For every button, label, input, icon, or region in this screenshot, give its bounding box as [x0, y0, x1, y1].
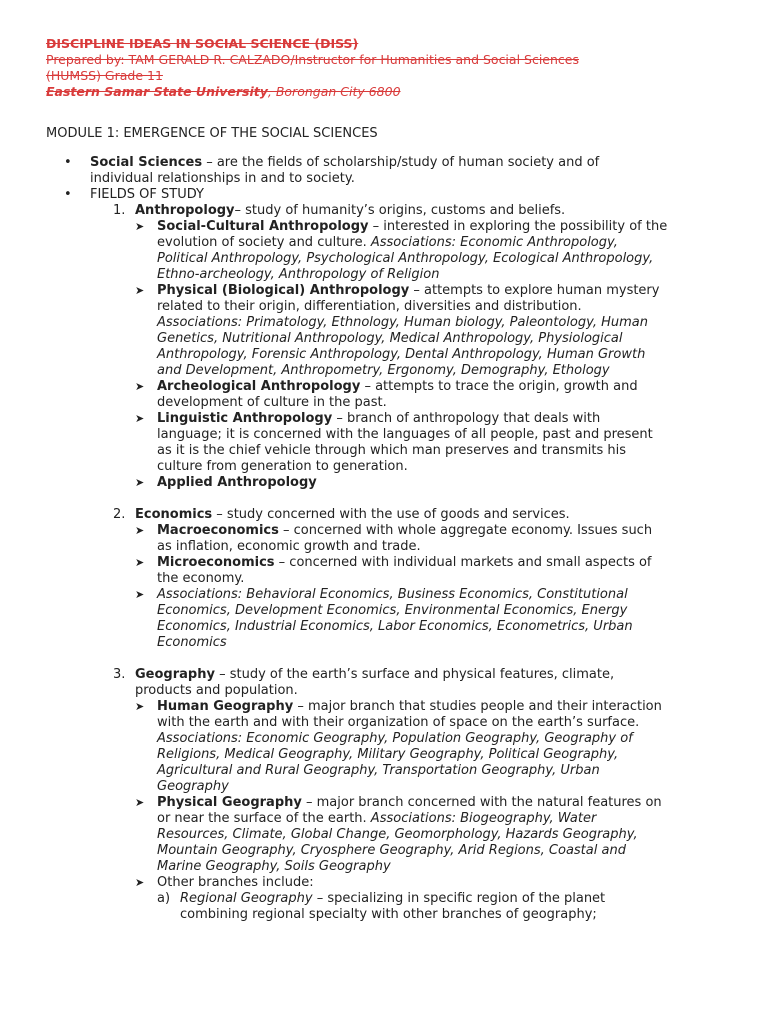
bullet-social-sciences: [46, 155, 720, 187]
arrow-bullet-icon: ➤: [135, 524, 145, 537]
arrow-bullet-icon: ➤: [135, 380, 145, 393]
field-geography: [68, 667, 720, 923]
other-branches-list: [157, 891, 720, 923]
term-social-sciences: Social Sciences: [90, 155, 203, 170]
branch-microeconomics: [68, 555, 720, 587]
field-anthropology: [68, 203, 720, 507]
associations-text: Geography: [157, 779, 229, 794]
field-economics: [68, 507, 720, 667]
definition-text: products and population.: [135, 683, 298, 698]
branch-physical-geography: [68, 795, 720, 875]
branch-term: Physical (Biological) Anthropology: [157, 283, 410, 298]
branch-regional-geography: [68, 891, 720, 923]
definition-text: – are the fields of scholarship/study of human society and of: [202, 155, 600, 170]
list-letter: a): [157, 891, 171, 906]
associations-text: Political Anthropology, Psychological Anthropology, Ecological Anthropology,: [157, 251, 654, 266]
definition-text: – interested in exploring the possibility of the: [368, 219, 668, 234]
associations-text: Economics, Industrial Economics, Labor Economics, Econometrics, Urban: [157, 619, 633, 634]
branch-term: Physical Geography: [157, 795, 302, 810]
associations-text: Associations: Biogeography, Water: [370, 811, 597, 826]
definition-text: as it is the chief vehicle through which man preserves and transmits his: [157, 443, 626, 458]
associations-text: Economics: [157, 635, 227, 650]
definition-text: development of culture in the past.: [157, 395, 387, 410]
arrow-bullet-icon: ➤: [135, 284, 145, 297]
arrow-bullet-icon: ➤: [135, 700, 145, 713]
fields-list: [90, 203, 720, 923]
list-number: 2.: [113, 507, 126, 522]
branch-term: Macroeconomics: [157, 523, 279, 538]
definition-text: – attempts to trace the origin, growth and: [360, 379, 638, 394]
associations-text: Associations: Behavioral Economics, Business Economics, Constitutional: [157, 587, 628, 602]
associations-text: Mountain Geography, Cryosphere Geography, Arid Regions, Coastal and: [157, 843, 626, 858]
associations-text: Religions, Medical Geography, Military Geography, Political Geography,: [157, 747, 619, 762]
arrow-bullet-icon: ➤: [135, 556, 145, 569]
document-header: [46, 36, 720, 100]
arrow-bullet-icon: ➤: [135, 412, 145, 425]
associations-text: Ethno-archeology, Anthropology of Religion: [157, 267, 440, 282]
definition-text: – specializing in specific region of the planet: [312, 891, 606, 906]
definition-text: – major branch concerned with the natural features on: [301, 795, 662, 810]
definition-text: – branch of anthropology that deals with: [332, 411, 601, 426]
main-bullet-list: [46, 155, 720, 923]
branch-linguistic-anthropology: [68, 411, 720, 475]
fields-of-study-heading: FIELDS OF STUDY: [90, 187, 204, 202]
branch-other-geography: [68, 875, 720, 923]
associations-text: and Development, Anthropometry, Ergonomy, Demography, Ethology: [157, 363, 610, 378]
list-number: 3.: [113, 667, 126, 682]
arrow-bullet-icon: ➤: [135, 876, 145, 889]
prepared-by-line-2: (HUMSS) Grade 11: [46, 68, 163, 83]
definition-text: with the earth and with their organization of space on the earth’s surface.: [157, 715, 640, 730]
arrow-bullet-icon: ➤: [135, 588, 145, 601]
definition-text: – major branch that studies people and their interaction: [293, 699, 662, 714]
branch-term: Social-Cultural Anthropology: [157, 219, 369, 234]
bullet-fields-of-study: [46, 187, 720, 923]
branch-macroeconomics: [68, 523, 720, 555]
economics-associations: [68, 587, 720, 651]
other-branches-label: Other branches include:: [157, 875, 314, 890]
definition-text: – study of the earth’s surface and physical features, climate,: [214, 667, 615, 682]
list-number: 1.: [113, 203, 126, 218]
definition-text: individual relationships in and to society.: [90, 171, 355, 186]
associations-text: Associations: Economic Anthropology,: [370, 235, 618, 250]
economics-branches: [135, 523, 720, 651]
definition-text: culture from generation to generation.: [157, 459, 408, 474]
branch-archeological-anthropology: [68, 379, 720, 411]
course-title: DISCIPLINE IDEAS IN SOCIAL SCIENCE (DISS): [46, 36, 359, 51]
definition-text: as inflation, economic growth and trade.: [157, 539, 421, 554]
definition-text: language; it is concerned with the languages of all people, past and present: [157, 427, 653, 442]
definition-text: the economy.: [157, 571, 245, 586]
definition-text: related to their origin, differentiation, diversities and distribution.: [157, 299, 582, 314]
definition-text: – concerned with whole aggregate economy. Issues such: [278, 523, 653, 538]
term-economics: Economics: [135, 507, 213, 522]
term-anthropology: Anthropology: [135, 203, 235, 218]
branch-term: Archeological Anthropology: [157, 379, 361, 394]
branch-term: Microeconomics: [157, 555, 275, 570]
definition-text: combining regional specialty with other branches of geography;: [180, 907, 597, 922]
definition-text: – study of humanity’s origins, customs and beliefs.: [234, 203, 566, 218]
definition-text: evolution of society and culture.: [157, 235, 371, 250]
term-geography: Geography: [135, 667, 215, 682]
university-city: , Borongan City 6800: [267, 84, 401, 99]
anthropology-branches: [135, 219, 720, 491]
associations-text: Agricultural and Rural Geography, Transportation Geography, Urban: [157, 763, 600, 778]
prepared-by-line: Prepared by: TAM GERALD R. CALZADO/Instructor for Humanities and Social Sciences: [46, 52, 579, 67]
branch-term: Applied Anthropology: [157, 475, 317, 490]
definition-text: – study concerned with the use of goods and services.: [212, 507, 570, 522]
associations-text: Associations: Primatology, Ethnology, Human biology, Paleontology, Human: [157, 315, 648, 330]
branch-applied-anthropology: [68, 475, 720, 491]
university-name: Eastern Samar State University: [46, 84, 268, 99]
arrow-bullet-icon: ➤: [135, 796, 145, 809]
branch-term: Regional Geography: [180, 891, 313, 906]
geography-branches: [135, 699, 720, 923]
associations-text: Resources, Climate, Global Change, Geomorphology, Hazards Geography,: [157, 827, 638, 842]
definition-text: – attempts to explore human mystery: [409, 283, 660, 298]
university-line: [46, 84, 720, 100]
module-title: MODULE 1: EMERGENCE OF THE SOCIAL SCIENCES: [46, 126, 378, 141]
branch-term: Human Geography: [157, 699, 294, 714]
associations-text: Marine Geography, Soils Geography: [157, 859, 391, 874]
associations-text: Anthropology, Forensic Anthropology, Dental Anthropology, Human Growth: [157, 347, 646, 362]
arrow-bullet-icon: ➤: [135, 220, 145, 233]
branch-human-geography: [68, 699, 720, 795]
associations-text: Economics, Development Economics, Environmental Economics, Energy: [157, 603, 628, 618]
definition-text: – concerned with individual markets and small aspects of: [274, 555, 652, 570]
associations-text: Genetics, Nutritional Anthropology, Medical Anthropology, Physiological: [157, 331, 623, 346]
associations-text: Associations: Economic Geography, Population Geography, Geography of: [157, 731, 633, 746]
branch-term: Linguistic Anthropology: [157, 411, 333, 426]
branch-social-cultural-anthropology: [68, 219, 720, 283]
definition-text: or near the surface of the earth.: [157, 811, 371, 826]
branch-physical-anthropology: [68, 283, 720, 379]
arrow-bullet-icon: ➤: [135, 476, 145, 489]
